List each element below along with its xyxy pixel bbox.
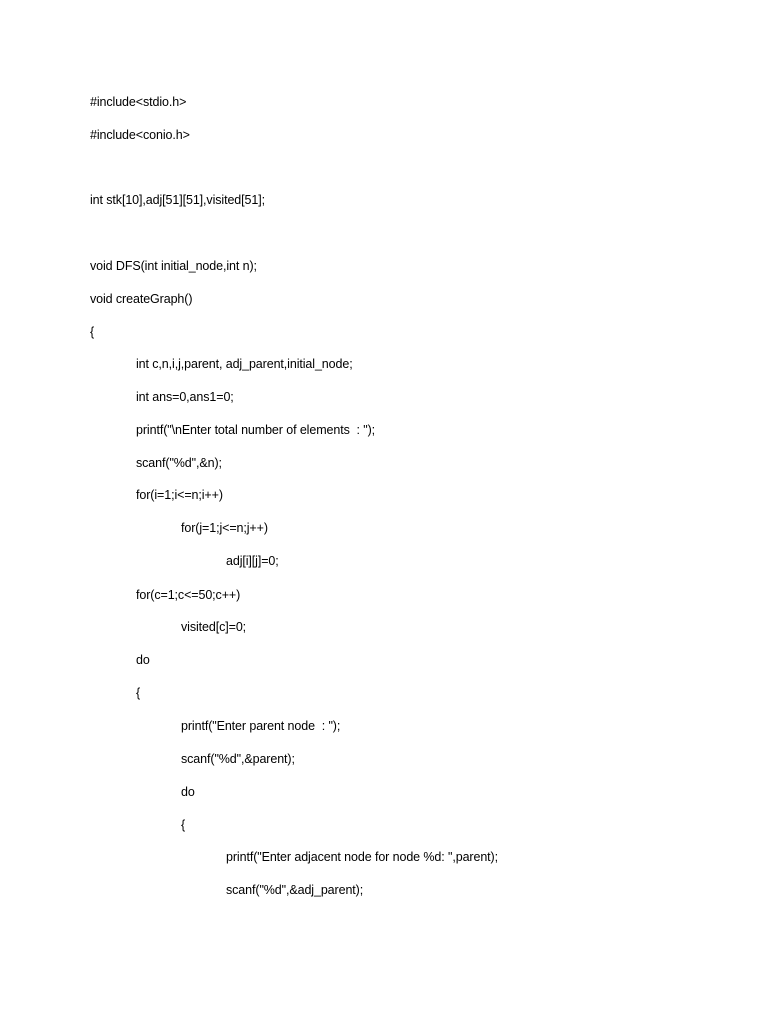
code-line-do-outer: do [136,653,150,667]
code-line-open-brace: { [90,325,95,339]
code-line-creategraph-signature: void createGraph() [90,292,193,306]
code-line-open-brace-outer: { [136,686,141,700]
code-line-for-j: for(j=1;j<=n;j++) [181,521,268,535]
code-line-global-arrays: int stk[10],adj[51][51],visited[51]; [90,193,265,207]
code-line-scanf-n: scanf("%d",&n); [136,456,222,470]
code-line-printf-parent: printf("Enter parent node : "); [181,719,341,733]
code-line-for-i: for(i=1;i<=n;i++) [136,488,223,502]
code-line-printf-adjacent: printf("Enter adjacent node for node %d: ",parent); [226,850,498,864]
code-line-printf-total: printf("\nEnter total number of elements : "); [136,423,376,437]
code-line-for-c: for(c=1;c<=50;c++) [136,588,241,602]
code-line-open-brace-inner: { [181,818,186,832]
code-line-include-stdio: #include<stdio.h> [90,95,187,109]
code-line-adj-zero: adj[i][j]=0; [226,554,279,568]
code-line-scanf-parent: scanf("%d",&parent); [181,752,295,766]
code-line-dfs-prototype: void DFS(int initial_node,int n); [90,259,257,273]
code-line-int-declarations: int c,n,i,j,parent, adj_parent,initial_node; [136,357,353,371]
code-line-scanf-adj-parent: scanf("%d",&adj_parent); [226,883,364,897]
code-line-ans-declaration: int ans=0,ans1=0; [136,390,234,404]
code-line-visited-zero: visited[c]=0; [181,620,247,634]
code-line-do-inner: do [181,785,195,799]
code-line-include-conio: #include<conio.h> [90,128,190,142]
